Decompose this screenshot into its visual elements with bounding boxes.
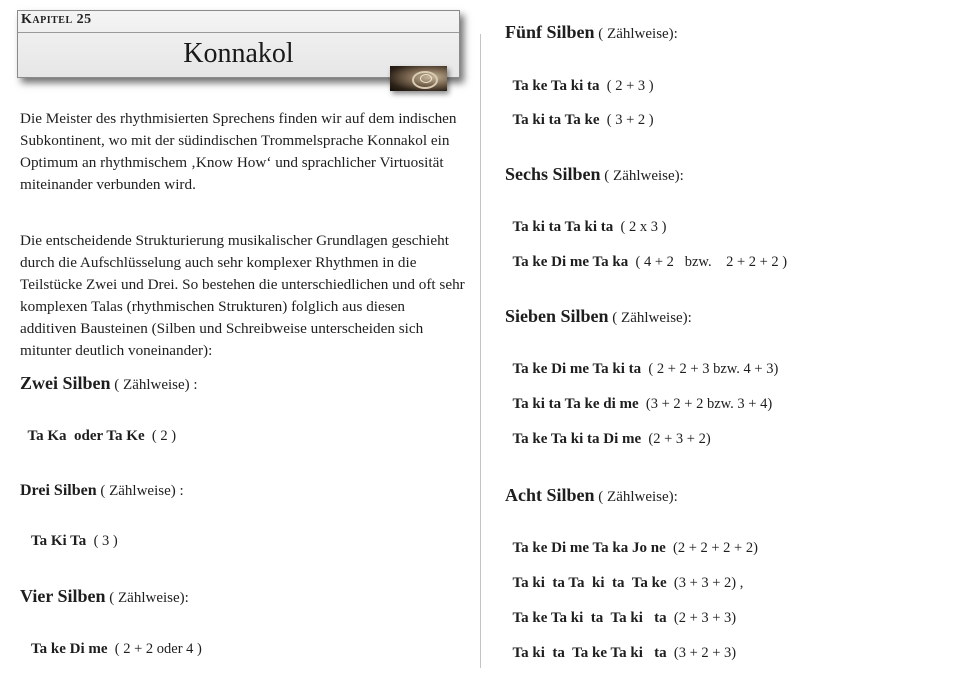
example-row [20, 516, 118, 550]
section-vier-heading [20, 586, 189, 607]
syllables: Ta ke Di me Ta ki ta [512, 361, 642, 377]
example-row [20, 624, 202, 658]
section-drei-heading [20, 482, 184, 500]
syllables: Ta ke Di me Ta ka [512, 254, 629, 270]
section-title: Zwei Silben [20, 373, 111, 393]
intro-paragraph-1: Die Meister des rhythmisierten Sprechens finden wir auf dem indischen Subkontinent, wo mit der südindischen Trommelsprache Konnakol ein Optimum an rhythmischem ‚Know How‘ und sprachlicher Virtuosität miteinander verbunden wird. [20, 110, 457, 193]
count: (3 + 2 + 3) [666, 645, 737, 661]
section-fuenf-heading [505, 22, 678, 43]
count: ( 2 x 3 ) [613, 219, 667, 235]
chapter-number: Kapitel 25 [21, 12, 92, 27]
example-row [505, 379, 772, 413]
section-note: ( Zählweise): [594, 489, 678, 505]
section-note: ( Zählweise) : [96, 483, 184, 499]
count: ( 2 ) [144, 428, 177, 444]
section-title: Vier Silben [20, 586, 106, 606]
section-note: ( Zählweise): [608, 310, 692, 326]
section-acht-heading [505, 485, 678, 506]
example-row [505, 237, 787, 271]
example-row [505, 61, 654, 95]
section-note: ( Zählweise): [600, 168, 684, 184]
count: ( 4 + 2 bzw. 2 + 2 + 2 ) [628, 254, 788, 270]
drum-photo [390, 66, 447, 91]
count: (3 + 2 + 2 bzw. 3 + 4) [638, 396, 773, 412]
section-note: ( Zählweise) : [110, 377, 198, 393]
syllables: Ta ki ta Ta ki ta [512, 219, 614, 235]
section-sieben-heading [505, 306, 692, 327]
count: (3 + 3 + 2) , [666, 575, 744, 591]
example-row [505, 593, 736, 627]
syllables: Ta ki ta Ta ke Ta ki ta [512, 645, 667, 661]
section-title: Acht Silben [505, 485, 595, 505]
syllables: Ta ki ta Ta ki ta Ta ke [512, 575, 667, 591]
example-row [20, 411, 176, 445]
section-title: Sieben Silben [505, 306, 609, 326]
example-row [505, 344, 778, 378]
section-note: ( Zählweise): [594, 26, 678, 42]
section-title: Drei Silben [20, 482, 97, 499]
intro-paragraph-2: Die entscheidende Strukturierung musikalischer Grundlagen geschieht durch die Aufschlüsselung auch sehr komplexer Rhythmen in die Teilstücke Zwei und Drei. So bestehen die unterschiedlichen und oft sehr komplexen Talas (rhythmischen Strukturen) folglich aus diesen additiven Bausteinen (Silben und Schreibweise unterscheiden sich mitunter deutlich voneinander): [20, 232, 465, 359]
count: ( 2 + 2 + 3 bzw. 4 + 3) [641, 361, 779, 377]
section-sechs-heading [505, 164, 684, 185]
example-row [505, 523, 758, 557]
syllables: Ta ke Di me [27, 641, 108, 657]
section-zwei-heading [20, 373, 198, 394]
header-divider [18, 32, 459, 33]
syllables: Ta ki ta Ta ke di me [512, 396, 639, 412]
example-row [505, 202, 666, 236]
syllables: Ta ki ta Ta ke [512, 112, 600, 128]
count: (2 + 3 + 2) [641, 431, 711, 447]
syllables: Ta Ki Ta [27, 533, 87, 549]
count: (2 + 3 + 3) [666, 610, 737, 626]
drum-center-icon [420, 74, 432, 83]
chapter-title: Konnakol [183, 38, 294, 69]
example-row [505, 628, 736, 662]
count: ( 2 + 2 oder 4 ) [107, 641, 202, 657]
section-note: ( Zählweise): [105, 590, 189, 606]
syllables: Ta ke Ta ki ta Ta ki ta [512, 610, 667, 626]
count: ( 2 + 3 ) [599, 78, 654, 94]
column-divider [480, 34, 481, 668]
syllables: Ta Ka oder Ta Ke [27, 428, 145, 444]
example-row [505, 95, 654, 129]
count: ( 3 + 2 ) [599, 112, 654, 128]
count: ( 3 ) [86, 533, 118, 549]
example-row [505, 414, 711, 448]
count: (2 + 2 + 2 + 2) [665, 540, 758, 556]
section-title: Sechs Silben [505, 164, 601, 184]
section-title: Fünf Silben [505, 22, 595, 42]
syllables: Ta ke Ta ki ta [512, 78, 600, 94]
syllables: Ta ke Di me Ta ka Jo ne [512, 540, 666, 556]
example-row [505, 558, 743, 592]
syllables: Ta ke Ta ki ta Di me [512, 431, 642, 447]
